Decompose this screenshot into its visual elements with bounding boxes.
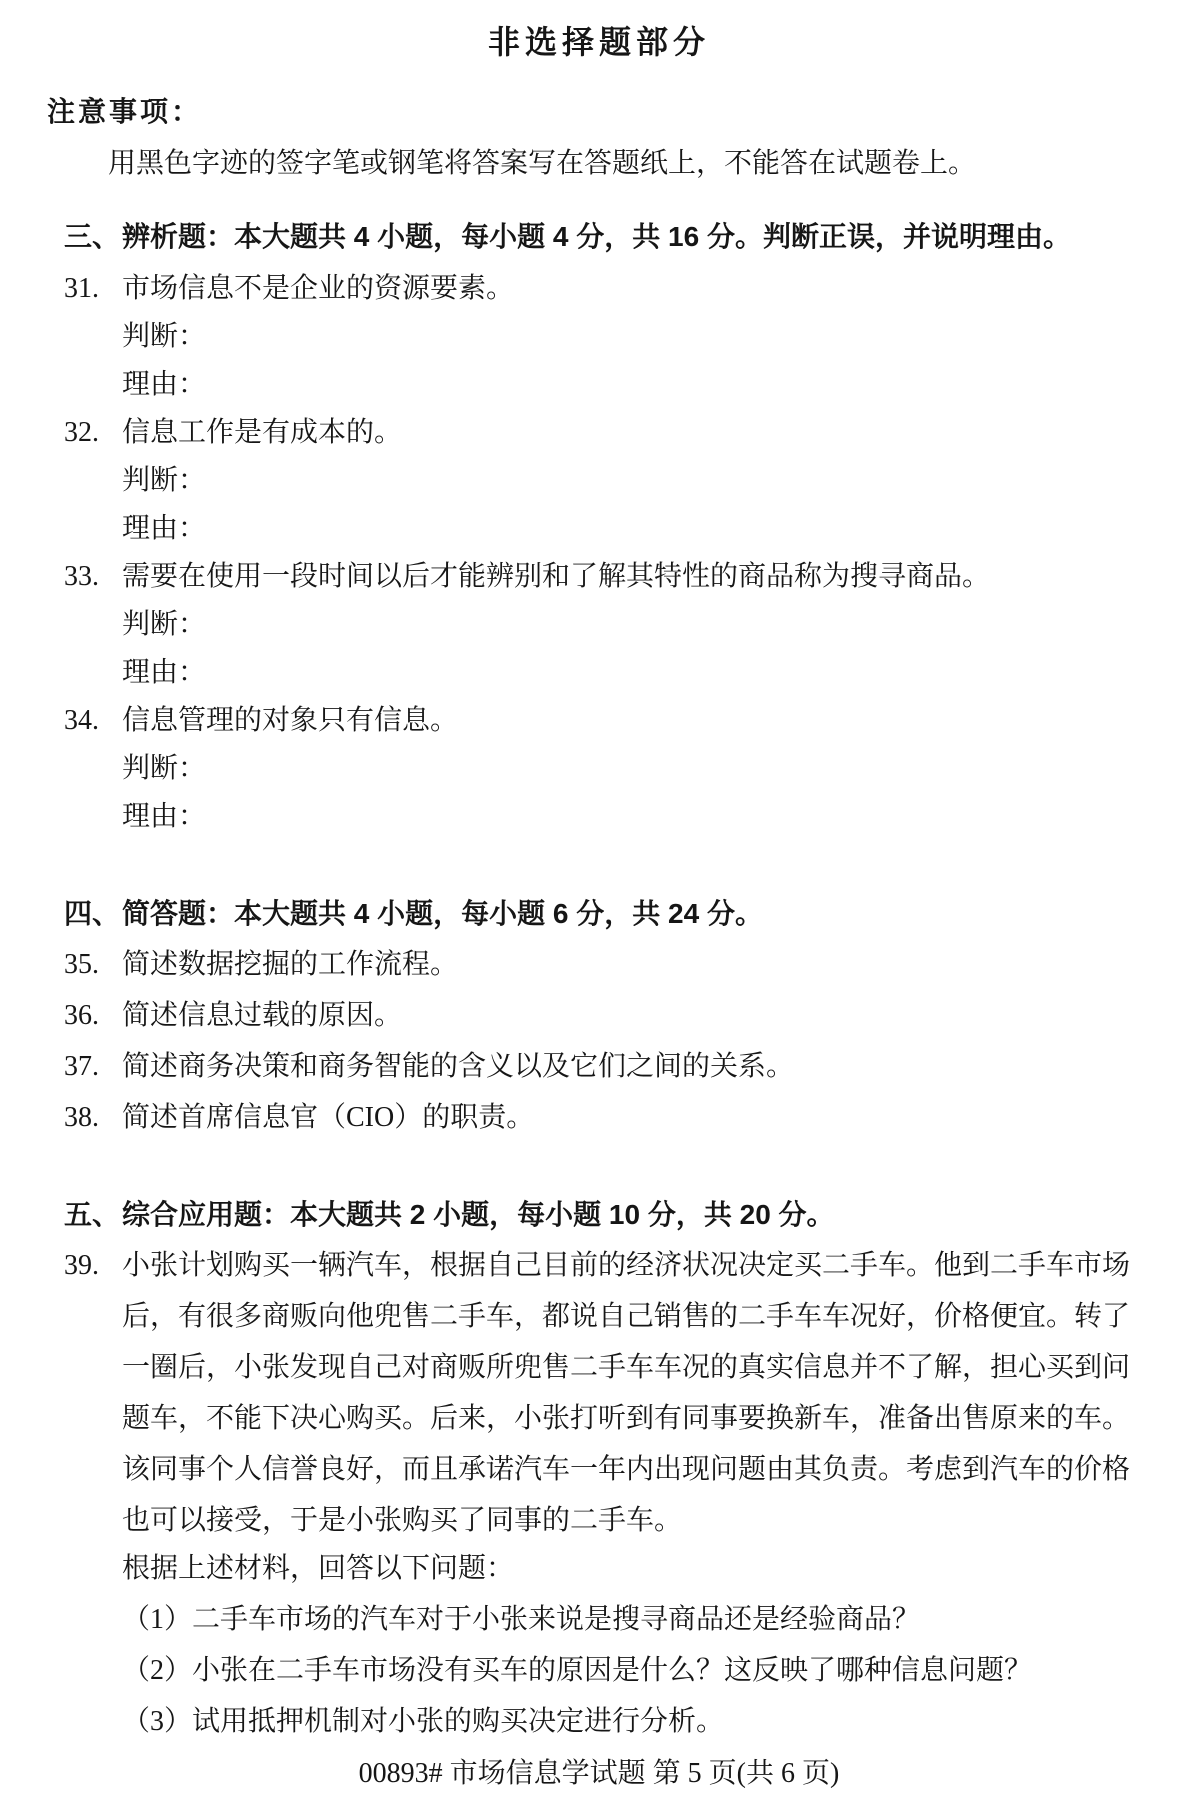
question-32 [0, 409, 1198, 457]
question-34-number: 34. [64, 705, 99, 736]
question-34 [0, 697, 1198, 745]
question-39-line-2: 后，有很多商贩向他兜售二手车，都说自己销售的二手车车况好，价格便宜。转了 [122, 1301, 1131, 1332]
question-38-text: 简述首席信息官（CIO）的职责。 [122, 1102, 535, 1133]
question-32-number: 32. [64, 417, 99, 448]
question-32-reason-label: 理由： [122, 513, 207, 544]
question-33-number: 33. [64, 561, 99, 592]
question-33 [0, 553, 1198, 601]
question-36-number: 36. [64, 1000, 99, 1031]
section3-heading [0, 213, 1198, 261]
question-39-line-1 [0, 1242, 1198, 1290]
question-39-line-6: 也可以接受，于是小张购买了同事的二手车。 [122, 1505, 683, 1536]
question-39-number: 39. [64, 1250, 99, 1281]
page-title: 非选择题部分 [487, 24, 710, 60]
section5-heading [0, 1191, 1198, 1239]
question-35-number: 35. [64, 949, 99, 980]
question-39-prompt: 根据上述材料，回答以下问题： [122, 1553, 515, 1584]
section4-number: 四、 [64, 898, 121, 929]
question-39-subquestion-3: （3）试用抵押机制对小张的购买决定进行分析。 [122, 1706, 725, 1737]
section3-heading-text: 辨析题：本大题共 4 小题，每小题 4 分，共 16 分。判断正误，并说明理由。 [122, 221, 1071, 252]
question-31-judge-label: 判断： [122, 321, 207, 352]
question-39-subquestion-1: （1）二手车市场的汽车对于小张来说是搜寻商品还是经验商品？ [122, 1604, 921, 1635]
notice-text: 用黑色字迹的签字笔或钢笔将答案写在答题纸上，不能答在试题卷上。 [108, 148, 977, 179]
question-38 [0, 1094, 1198, 1142]
question-37 [0, 1043, 1198, 1091]
question-39-text-line-1: 小张计划购买一辆汽车，根据自己目前的经济状况决定买二手车。他到二手车市场 [122, 1250, 1131, 1281]
question-32-judge-label: 判断： [122, 465, 207, 496]
section5-heading-text: 综合应用题：本大题共 2 小题，每小题 10 分，共 20 分。 [122, 1199, 835, 1230]
section5-number: 五、 [64, 1199, 121, 1230]
question-39-line-3: 一圈后，小张发现自己对商贩所兜售二手车车况的真实信息并不了解，担心买到问 [122, 1352, 1131, 1383]
notice-label: 注意事项： [47, 96, 203, 127]
question-37-number: 37. [64, 1051, 99, 1082]
question-39-line-4: 题车，不能下决心购买。后来，小张打听到有同事要换新车，准备出售原来的车。 [122, 1403, 1131, 1434]
question-33-text: 需要在使用一段时间以后才能辨别和了解其特性的商品称为搜寻商品。 [122, 561, 991, 592]
question-33-reason-label: 理由： [122, 657, 207, 688]
question-36 [0, 992, 1198, 1040]
question-39-line-5: 该同事个人信誉良好，而且承诺汽车一年内出现问题由其负责。考虑到汽车的价格 [122, 1454, 1131, 1485]
question-31 [0, 265, 1198, 313]
section3-number: 三、 [64, 221, 121, 252]
question-35-text: 简述数据挖掘的工作流程。 [122, 949, 459, 980]
question-31-text: 市场信息不是企业的资源要素。 [122, 273, 515, 304]
section4-heading [0, 890, 1198, 938]
question-32-text: 信息工作是有成本的。 [122, 417, 403, 448]
section4-heading-text: 简答题：本大题共 4 小题，每小题 6 分，共 24 分。 [122, 898, 763, 929]
page-footer: 00893# 市场信息学试题 第 5 页(共 6 页) [358, 1758, 840, 1789]
question-31-number: 31. [64, 273, 99, 304]
question-39-subquestion-2: （2）小张在二手车市场没有买车的原因是什么？这反映了哪种信息问题？ [122, 1655, 1033, 1686]
question-34-reason-label: 理由： [122, 801, 207, 832]
question-34-text: 信息管理的对象只有信息。 [122, 705, 459, 736]
question-36-text: 简述信息过载的原因。 [122, 1000, 403, 1031]
question-34-judge-label: 判断： [122, 753, 207, 784]
question-38-number: 38. [64, 1102, 99, 1133]
question-33-judge-label: 判断： [122, 609, 207, 640]
question-37-text: 简述商务决策和商务智能的含义以及它们之间的关系。 [122, 1051, 795, 1082]
question-35 [0, 941, 1198, 989]
question-31-reason-label: 理由： [122, 369, 207, 400]
